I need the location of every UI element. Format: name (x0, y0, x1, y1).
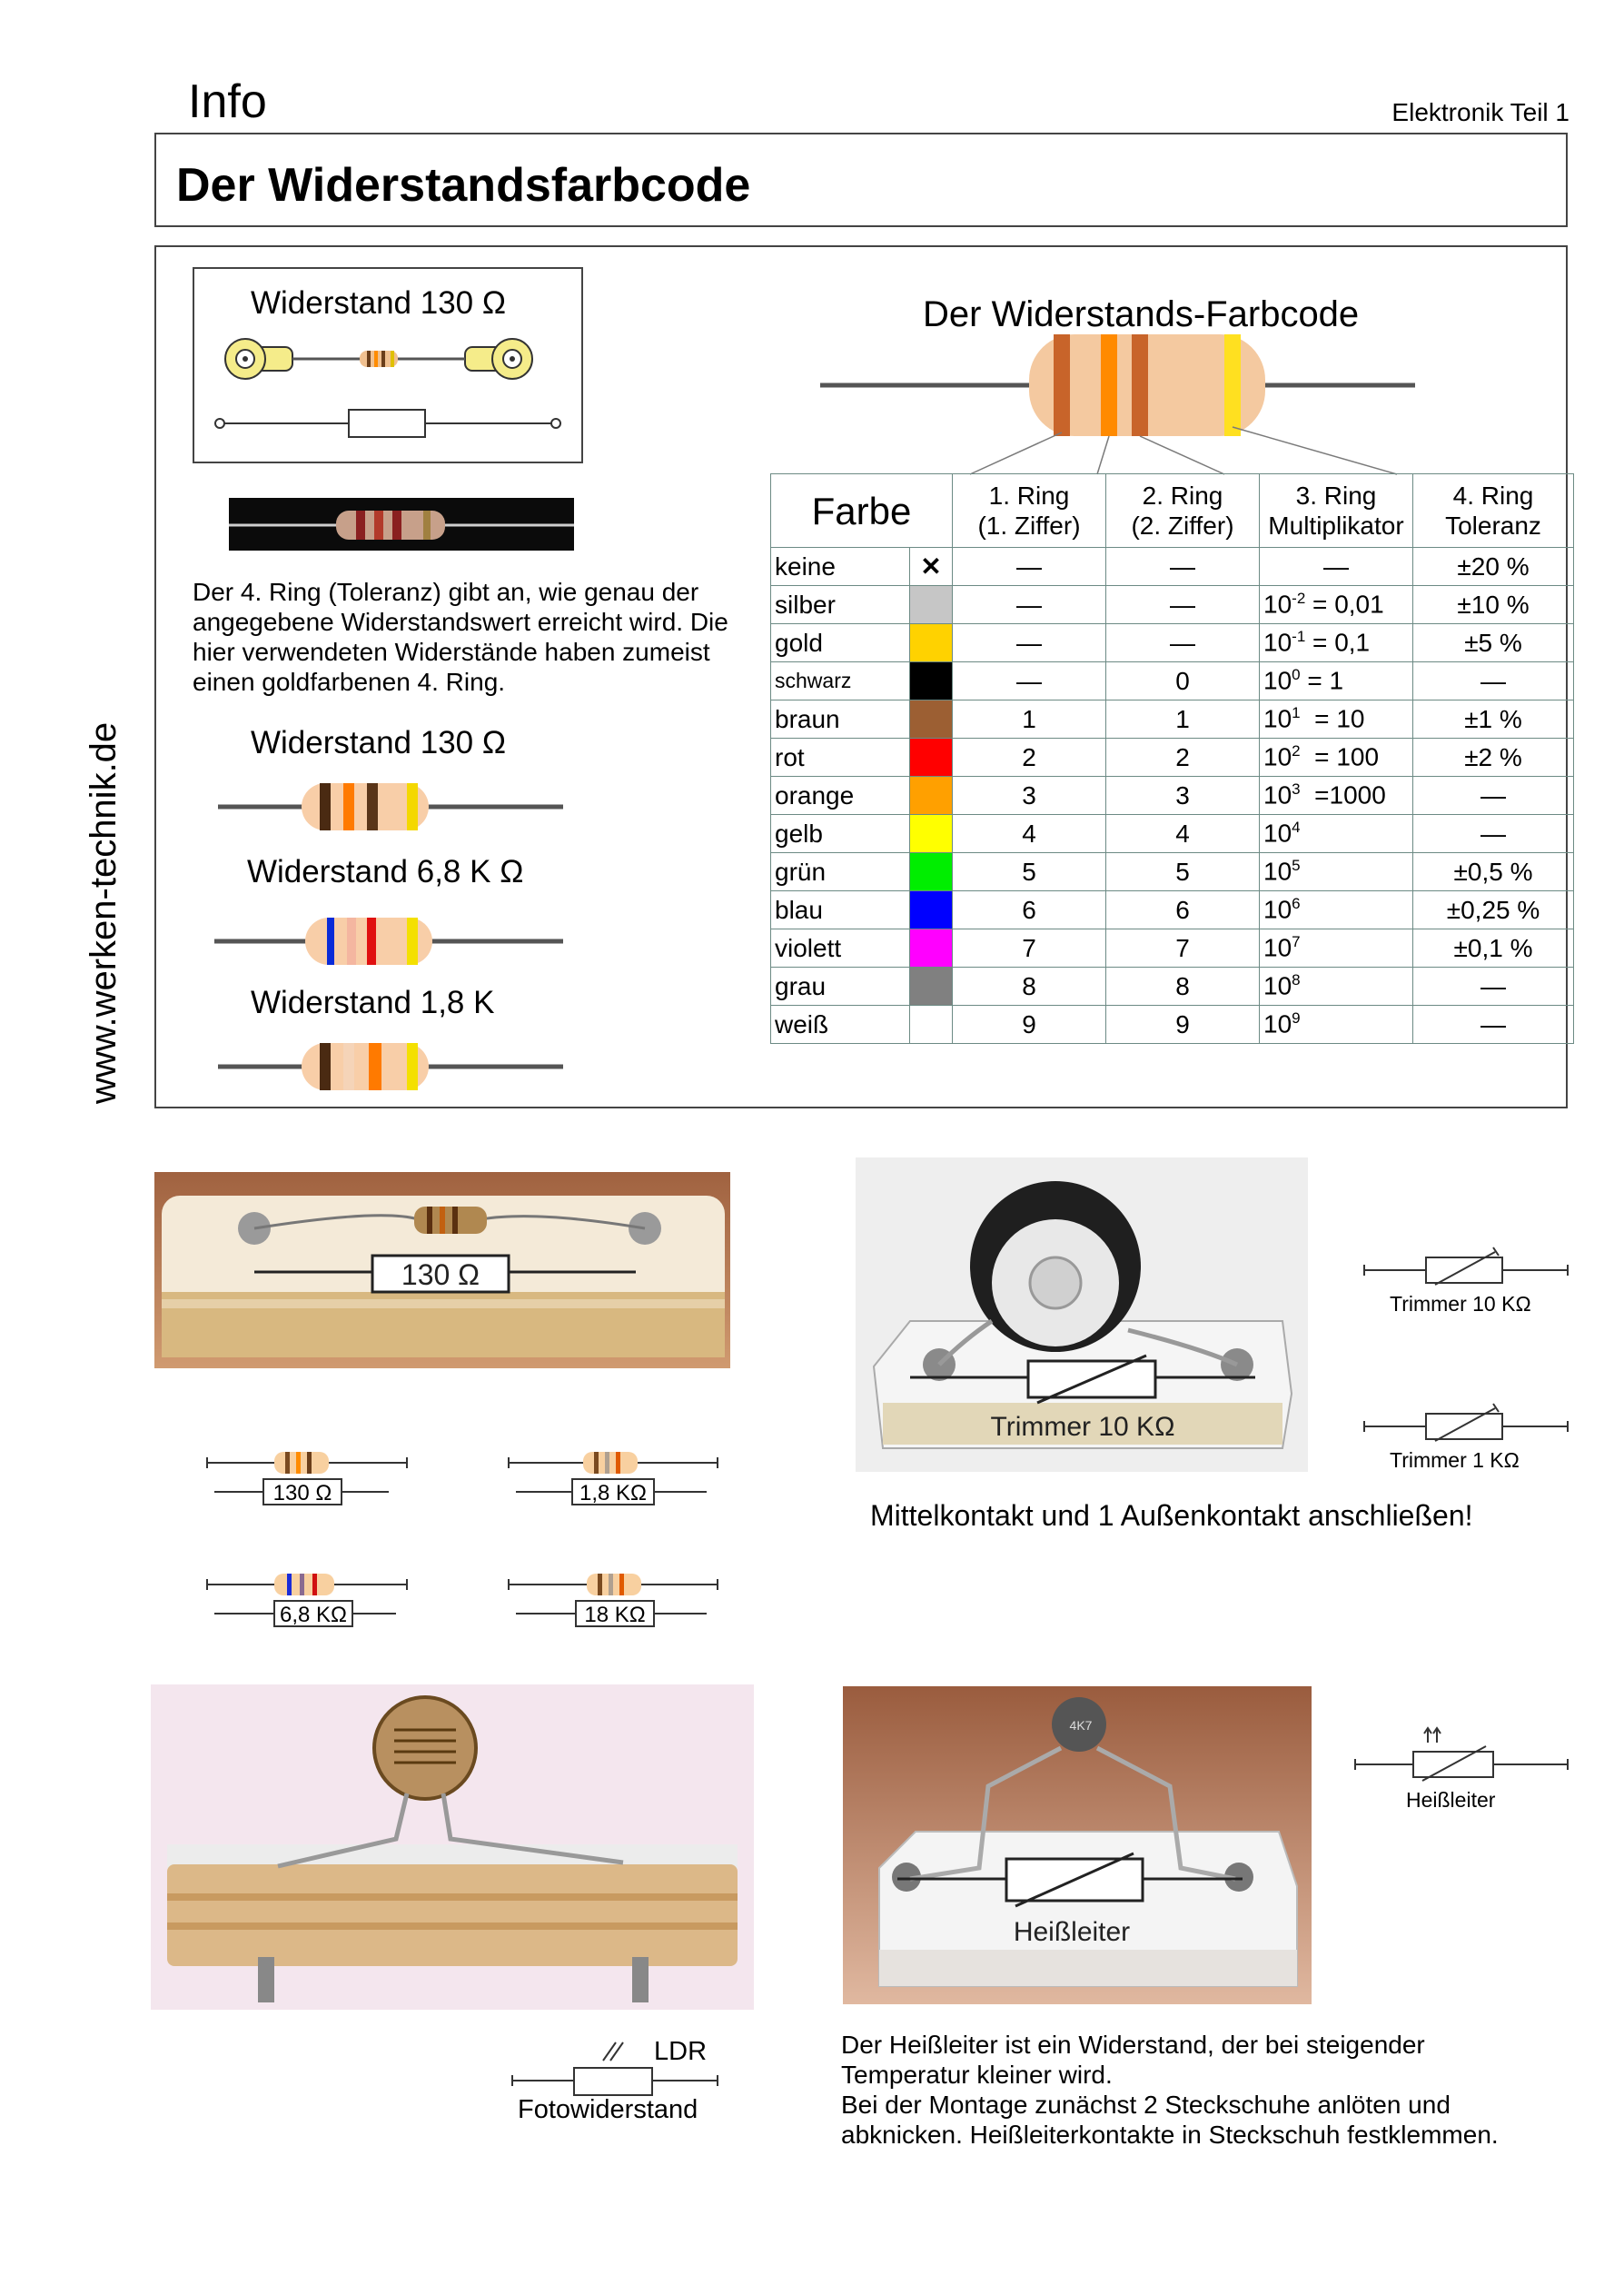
none-mark-icon: ✕ (920, 552, 942, 581)
multiplier-exponent: 0 (1292, 666, 1301, 684)
header-ring1: 1. Ring (1. Ziffer) (953, 474, 1106, 548)
color-band (616, 1452, 620, 1474)
color-swatch (910, 968, 953, 1006)
table-row (771, 548, 1574, 586)
multiplier (1260, 891, 1413, 929)
ring1-digit: — (953, 624, 1106, 662)
tolerance: ±0,5 % (1413, 853, 1574, 891)
resistor-photo (229, 498, 574, 551)
ldr-caption: LDR (654, 2037, 708, 2066)
ring1-digit: 1 (953, 700, 1106, 739)
tolerance: ±20 % (1413, 548, 1574, 586)
example-resistor-2 (214, 914, 563, 969)
multiplier-base: 10 (1263, 742, 1292, 771)
color-band (296, 1452, 301, 1474)
ring1-digit: 2 (953, 739, 1106, 777)
page-title: Der Widerstandsfarbcode (176, 159, 751, 212)
multiplier-exponent: 2 (1292, 742, 1301, 760)
chart-title: Der Widerstands-Farbcode (923, 294, 1360, 334)
example-resistor-1 (218, 780, 563, 834)
photo-resistor-board (154, 1172, 730, 1368)
ring1-digit: 4 (953, 815, 1106, 853)
heiss-line-3: Bei der Montage zunächst 2 Steckschuhe anlöten und (841, 2091, 1451, 2119)
mini-resistor-1 (198, 1443, 416, 1506)
color-swatch (910, 624, 953, 662)
multiplier-value: = 0,01 (1305, 590, 1384, 619)
multiplier-exponent: -1 (1292, 628, 1306, 646)
mini-label-1: 130 Ω (272, 1481, 332, 1505)
color-band (369, 1043, 381, 1090)
header-ring3: 3. Ring Multiplikator (1260, 474, 1413, 548)
heissleiter-caption: Heißleiter (1406, 1788, 1496, 1812)
tolerance: ±0,1 % (1413, 929, 1574, 968)
color-name: weiß (771, 1006, 910, 1044)
ring2-digit: 7 (1106, 929, 1260, 968)
multiplier (1260, 815, 1413, 853)
color-name: grün (771, 853, 910, 891)
ring2-digit: — (1106, 624, 1260, 662)
resistor-box-title: Widerstand 130 Ω (251, 285, 507, 321)
example-label-3: Widerstand 1,8 K (251, 985, 495, 1020)
ring2-digit: — (1106, 586, 1260, 624)
mini-label-2: 1,8 KΩ (579, 1481, 647, 1505)
color-swatch (910, 700, 953, 739)
multiplier-value: = 100 (1300, 742, 1380, 771)
color-band (619, 1574, 624, 1595)
photo-heissleiter-board (843, 1686, 1312, 2004)
multiplier (1260, 662, 1413, 700)
ring1-digit: — (953, 548, 1106, 586)
heissleiter-text (841, 2030, 1499, 2150)
color-swatch (910, 739, 953, 777)
table-row (771, 1006, 1574, 1044)
header-ring2: 2. Ring (2. Ziffer) (1106, 474, 1260, 548)
mini-resistor-4 (500, 1565, 727, 1628)
multiplier-base: 10 (1263, 895, 1292, 924)
ring2-digit: 0 (1106, 662, 1260, 700)
heissleiter-symbol (1348, 1724, 1575, 1797)
ring1-digit: 8 (953, 968, 1106, 1006)
color-name: rot (771, 739, 910, 777)
color-swatch (910, 662, 953, 700)
multiplier (1260, 1006, 1413, 1044)
color-band (287, 1574, 292, 1595)
ring2-digit: 2 (1106, 739, 1260, 777)
color-band (594, 1452, 599, 1474)
color-name: braun (771, 700, 910, 739)
photo-ldr-board (151, 1684, 754, 2010)
table-row (771, 700, 1574, 739)
color-band (300, 1574, 304, 1595)
ring1-digit: — (953, 662, 1106, 700)
ring1-digit: 7 (953, 929, 1106, 968)
tolerance: — (1413, 815, 1574, 853)
ring2-digit: 5 (1106, 853, 1260, 891)
heiss-line-2: Temperatur kleiner wird. (841, 2061, 1113, 2089)
color-name: grau (771, 968, 910, 1006)
multiplier-exponent: 6 (1292, 895, 1301, 913)
site-url: www.werken-technik.de (84, 721, 124, 1104)
color-code-table (770, 473, 1574, 1044)
tolerance-paragraph: Der 4. Ring (Toleranz) gibt an, wie genau der angegebene Widerstandswert erreicht wird. Die hier verwendeten Widerstände haben zumeist einen goldfarbenen 4. Ring. (193, 578, 728, 696)
multiplier (1260, 700, 1413, 739)
table-row (771, 662, 1574, 700)
tolerance: ±5 % (1413, 624, 1574, 662)
ring1-digit: 5 (953, 853, 1106, 891)
ring2-digit: — (1106, 548, 1260, 586)
color-name: keine (771, 548, 910, 586)
multiplier-exponent: 1 (1292, 704, 1301, 722)
multiplier-exponent: 5 (1292, 857, 1301, 875)
example-label-1: Widerstand 130 Ω (251, 725, 507, 760)
color-band (327, 918, 334, 965)
color-band (320, 1043, 331, 1090)
multiplier-value: = 10 (1300, 704, 1365, 733)
mini-label-4: 18 KΩ (584, 1603, 646, 1627)
trimmer-10k-caption: Trimmer 10 KΩ (1390, 1292, 1531, 1316)
header-farbe: Farbe (771, 474, 953, 548)
multiplier (1260, 739, 1413, 777)
mini-resistor-2 (500, 1443, 727, 1506)
multiplier-exponent: -2 (1292, 590, 1306, 608)
multiplier (1260, 624, 1413, 662)
fotowiderstand-caption: Fotowiderstand (518, 2095, 698, 2124)
trimmer-1k-caption: Trimmer 1 KΩ (1390, 1448, 1520, 1472)
header-part: Elektronik Teil 1 (1391, 98, 1570, 126)
tolerance: — (1413, 662, 1574, 700)
ring2-digit: 4 (1106, 815, 1260, 853)
multiplier-base: 10 (1263, 628, 1292, 657)
color-swatch (910, 891, 953, 929)
color-band (347, 918, 356, 965)
multiplier-value: = 1 (1300, 666, 1344, 695)
color-band (312, 1574, 317, 1595)
photo-trimmer-board (856, 1157, 1308, 1472)
multiplier-exponent: 3 (1292, 780, 1301, 799)
color-band (598, 1574, 602, 1595)
heiss-line-4: abknicken. Heißleiterkontakte in Steckschuh festklemmen. (841, 2121, 1499, 2149)
multiplier-exponent: 9 (1292, 1009, 1301, 1028)
table-row (771, 624, 1574, 662)
trimmer-note: Mittelkontakt und 1 Außenkontakt anschließen! (870, 1499, 1473, 1532)
color-name: orange (771, 777, 910, 815)
color-band (605, 1452, 609, 1474)
color-name: schwarz (771, 662, 910, 700)
table-row (771, 891, 1574, 929)
ring1-digit: 9 (953, 1006, 1106, 1044)
tolerance: ±0,25 % (1413, 891, 1574, 929)
table-row (771, 929, 1574, 968)
resistor-drawing (194, 323, 581, 460)
multiplier-base: 10 (1263, 933, 1292, 962)
multiplier-base: 10 (1263, 666, 1292, 695)
multiplier-exponent: 8 (1292, 971, 1301, 989)
color-swatch (910, 853, 953, 891)
color-swatch (910, 815, 953, 853)
table-row (771, 968, 1574, 1006)
mini-resistor-3 (198, 1565, 416, 1628)
multiplier-base: 10 (1263, 780, 1292, 810)
multiplier-exponent: 7 (1292, 933, 1301, 951)
tolerance: ±2 % (1413, 739, 1574, 777)
color-swatch (910, 586, 953, 624)
color-swatch (910, 929, 953, 968)
multiplier-value: =1000 (1300, 780, 1386, 810)
multiplier (1260, 929, 1413, 968)
multiplier-base: 10 (1263, 819, 1292, 848)
multiplier (1260, 548, 1413, 586)
color-band (407, 918, 418, 965)
ring2-digit: 6 (1106, 891, 1260, 929)
color-name: violett (771, 929, 910, 968)
multiplier-base: 10 (1263, 704, 1292, 733)
color-band (343, 1043, 354, 1090)
multiplier-base: — (1323, 551, 1349, 581)
tolerance: — (1413, 1006, 1574, 1044)
tolerance: — (1413, 777, 1574, 815)
color-band (367, 918, 376, 965)
multiplier (1260, 586, 1413, 624)
mini-label-3: 6,8 KΩ (280, 1603, 347, 1627)
multiplier (1260, 968, 1413, 1006)
color-name: gelb (771, 815, 910, 853)
resistor-schematic-box (193, 267, 583, 463)
ring2-digit: 3 (1106, 777, 1260, 815)
resistor-board-label: 130 Ω (401, 1258, 480, 1291)
ring1-digit: — (953, 586, 1106, 624)
table-row (771, 586, 1574, 624)
color-band (307, 1452, 312, 1474)
color-name: silber (771, 586, 910, 624)
color-band (407, 783, 418, 830)
color-name: blau (771, 891, 910, 929)
ring2-digit: 9 (1106, 1006, 1260, 1044)
color-band (343, 783, 354, 830)
color-band (320, 783, 331, 830)
color-swatch (910, 1006, 953, 1044)
multiplier-base: 10 (1263, 971, 1292, 1000)
thermistor-label: 4K7 (1069, 1718, 1093, 1733)
multiplier-exponent: 4 (1292, 819, 1301, 837)
color-band (609, 1574, 613, 1595)
title-box (154, 133, 1568, 227)
color-code-resistor (770, 327, 1542, 482)
table-header-row (771, 474, 1574, 548)
multiplier (1260, 853, 1413, 891)
schematic-resistor (349, 410, 425, 437)
ring2-digit: 1 (1106, 700, 1260, 739)
heissleiter-board-label: Heißleiter (1013, 1917, 1131, 1947)
tolerance: ±1 % (1413, 700, 1574, 739)
ring1-digit: 3 (953, 777, 1106, 815)
tolerance: — (1413, 968, 1574, 1006)
example-resistor-3 (218, 1039, 563, 1094)
multiplier-base: 10 (1263, 857, 1292, 886)
header-info: Info (188, 75, 267, 128)
multiplier-base: 10 (1263, 1009, 1292, 1038)
multiplier-base: 10 (1263, 590, 1292, 619)
color-swatch (910, 777, 953, 815)
multiplier-value: = 0,1 (1305, 628, 1371, 657)
example-label-2: Widerstand 6,8 K Ω (247, 854, 524, 889)
color-swatch (910, 548, 953, 586)
table-row (771, 853, 1574, 891)
trimmer-board-label: Trimmer 10 KΩ (990, 1412, 1175, 1442)
color-band (285, 1452, 290, 1474)
color-band (367, 783, 378, 830)
tolerance: ±10 % (1413, 586, 1574, 624)
multiplier (1260, 777, 1413, 815)
table-row (771, 777, 1574, 815)
color-band (407, 1043, 418, 1090)
ring2-digit: 8 (1106, 968, 1260, 1006)
header-ring4: 4. Ring Toleranz (1413, 474, 1574, 548)
table-row (771, 739, 1574, 777)
table-row (771, 815, 1574, 853)
ring1-digit: 6 (953, 891, 1106, 929)
color-name: gold (771, 624, 910, 662)
heiss-line-1: Der Heißleiter ist ein Widerstand, der bei steigender (841, 2031, 1425, 2059)
